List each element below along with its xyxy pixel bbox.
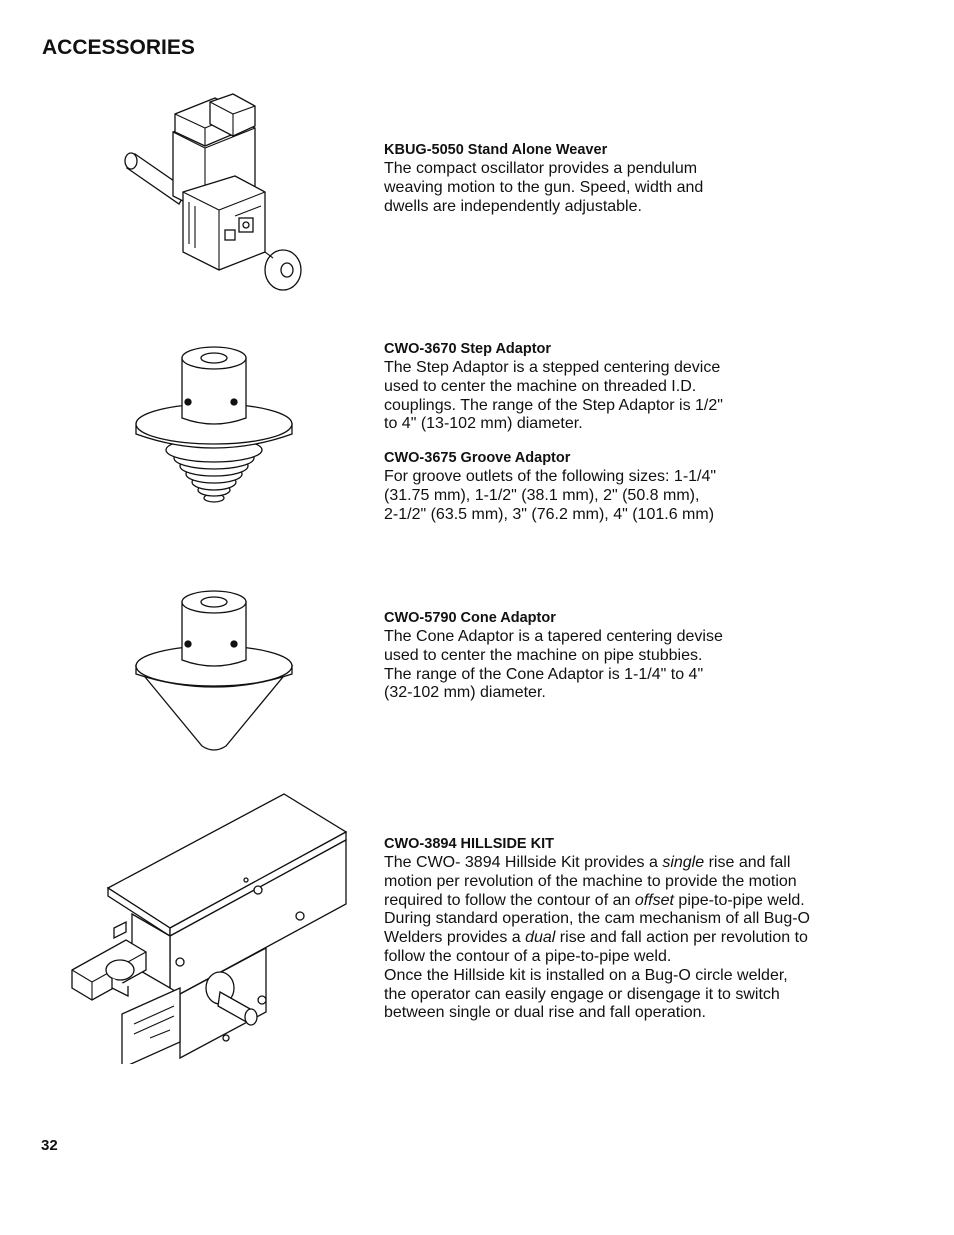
description-line: required to follow the contour of an offset pipe-to-pipe weld. [384, 891, 805, 909]
description-line: For groove outlets of the following sizes: 1-1/4" [384, 468, 717, 485]
description-line: (31.75 mm), 1-1/2" (38.1 mm), 2" (50.8 mm), [384, 486, 700, 504]
cwo-5790-description [384, 628, 854, 703]
description-line: The Cone Adaptor is a tapered centering devise [384, 628, 723, 645]
cwo-3675-entry [384, 449, 854, 524]
description-line: Welders provides a dual rise and fall action per revolution to [384, 929, 808, 947]
emphasis-offset: offset [634, 891, 674, 909]
cwo-3670-entry [384, 340, 854, 434]
weaver-illustration [115, 92, 305, 297]
description-line: (32-102 mm) diameter. [384, 684, 546, 702]
kbug-5050-description [384, 160, 854, 216]
description-line: used to center the machine on threaded I.D. [384, 377, 697, 395]
description-line: The CWO- 3894 Hillside Kit provides a single rise and fall [384, 854, 791, 871]
step-adaptor-illustration [134, 344, 294, 510]
description-line: follow the contour of a pipe-to-pipe weld. [384, 947, 672, 965]
page-number: 32 [41, 1137, 58, 1154]
description-line: During standard operation, the cam mechanism of all Bug-O [384, 910, 810, 928]
cwo-3675-description [384, 468, 854, 524]
description-line: to 4" (13-102 mm) diameter. [384, 415, 583, 433]
description-line: motion per revolution of the machine to provide the motion [384, 872, 797, 890]
kbug-5050-entry [384, 141, 854, 216]
emphasis-single: single [662, 854, 705, 871]
description-line: 2-1/2" (63.5 mm), 3" (76.2 mm), 4" (101.6 mm) [384, 505, 715, 523]
cwo-3670-title: CWO-3670 Step Adaptor [384, 341, 552, 357]
description-line: The compact oscillator provides a pendulum [384, 160, 698, 177]
cone-adaptor-illustration [134, 588, 294, 754]
description-line: Once the Hillside kit is installed on a Bug-O circle welder, [384, 966, 788, 984]
cwo-3894-title: CWO-3894 HILLSIDE KIT [384, 836, 554, 852]
page-title: ACCESSORIES [42, 36, 195, 59]
description-line: dwells are independently adjustable. [384, 197, 642, 215]
hillside-kit-illustration [70, 792, 350, 1064]
description-line: between single or dual rise and fall operation. [384, 1004, 706, 1022]
kbug-5050-title: KBUG-5050 Stand Alone Weaver [384, 142, 608, 158]
cwo-3894-entry [384, 835, 854, 1023]
description-line: The range of the Cone Adaptor is 1-1/4" to 4" [384, 665, 704, 683]
emphasis-dual: dual [525, 929, 556, 947]
description-line: The Step Adaptor is a stepped centering device [384, 359, 721, 376]
cwo-3670-description [384, 359, 854, 434]
cwo-5790-title: CWO-5790 Cone Adaptor [384, 610, 556, 626]
cwo-5790-entry [384, 609, 854, 703]
description-line: used to center the machine on pipe stubbies. [384, 646, 703, 664]
description-line: weaving motion to the gun. Speed, width and [384, 178, 704, 196]
cwo-3675-title: CWO-3675 Groove Adaptor [384, 450, 571, 466]
description-line: couplings. The range of the Step Adaptor is 1/2" [384, 396, 723, 414]
description-line: the operator can easily engage or disengage it to switch [384, 985, 780, 1003]
cwo-3894-description [384, 854, 854, 1023]
